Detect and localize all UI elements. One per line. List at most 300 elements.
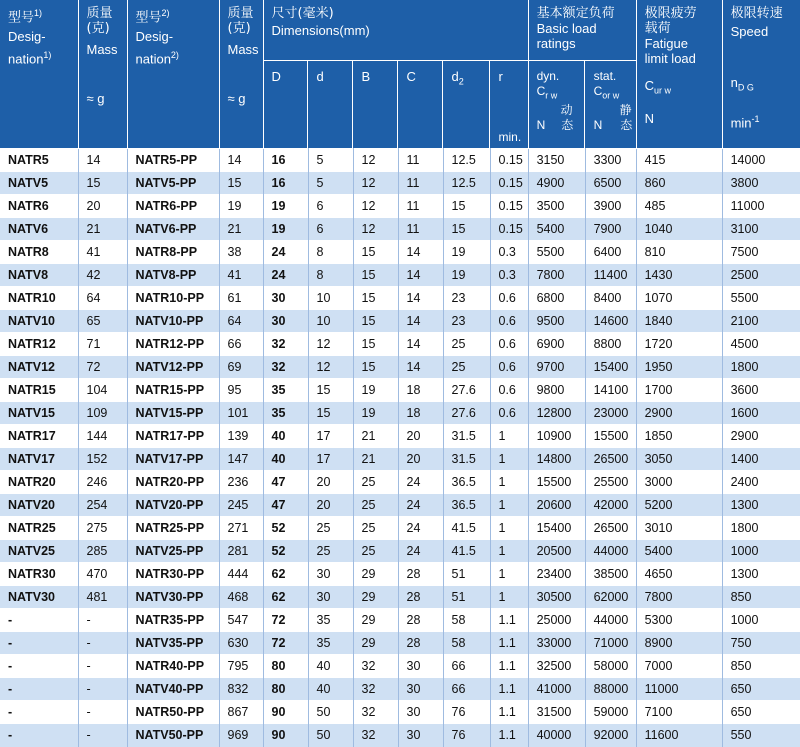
cell-dim-r: 0.3 [490,264,528,287]
header-model2-en2: nation [135,51,171,67]
cell-load-dyn: 31500 [528,701,585,724]
header-model2-cn: 型号 [135,10,162,26]
cell-mass-2: 69 [219,356,263,379]
cell-designation-1: NATR10 [0,287,78,310]
header-model1-en1: Desig- [8,29,46,45]
table-row [0,241,800,264]
cell-dim-D: 80 [263,655,308,678]
header-dim-d2 [444,61,490,149]
cell-dim-r: 0.15 [490,195,528,218]
cell-dim-C: 30 [398,724,443,747]
cell-load-dyn: 20600 [528,494,585,517]
table-row [0,149,800,172]
header-row [0,0,800,149]
cell-dim-d2: 27.6 [443,402,490,425]
cell-dim-C: 24 [398,517,443,540]
header-load-en2: ratings [536,36,576,51]
cell-fatigue-load: 485 [636,195,722,218]
cell-dim-C: 18 [398,402,443,425]
cell-dim-d: 10 [308,310,353,333]
cell-dim-C: 14 [398,333,443,356]
header-dim-B: B [354,61,398,149]
cell-mass-2: 547 [219,609,263,632]
cell-dim-d: 6 [308,218,353,241]
cell-mass-2: 14 [219,149,263,172]
cell-speed: 850 [722,655,800,678]
cell-mass-1: 144 [78,425,127,448]
cell-speed: 650 [722,701,800,724]
cell-dim-d: 30 [308,586,353,609]
cell-dim-D: 16 [263,149,308,172]
cell-dim-d2: 76 [443,701,490,724]
cell-dim-d: 5 [308,172,353,195]
cell-designation-2: NATR25-PP [127,517,219,540]
table-row [0,379,800,402]
cell-fatigue-load: 415 [636,149,722,172]
cell-load-dyn: 9500 [528,310,585,333]
cell-load-dyn: 7800 [528,264,585,287]
header-mass1-unit: ≈ g [86,91,105,106]
cell-dim-C: 11 [398,149,443,172]
cell-dim-C: 14 [398,264,443,287]
cell-dim-r: 0.15 [490,218,528,241]
cell-mass-2: 147 [219,448,263,471]
cell-dim-d: 25 [308,540,353,563]
cell-mass-2: 867 [219,701,263,724]
cell-mass-2: 64 [219,310,263,333]
cell-dim-C: 11 [398,195,443,218]
table-row [0,218,800,241]
cell-dim-r: 0.6 [490,356,528,379]
cell-mass-1: 64 [78,287,127,310]
cell-load-dyn: 10900 [528,425,585,448]
header-mass2-en: Mass [227,42,259,57]
cell-speed: 4500 [722,333,800,356]
cell-dim-C: 30 [398,701,443,724]
cell-designation-1: - [0,609,78,632]
cell-load-dyn: 3500 [528,195,585,218]
cell-speed: 2900 [722,425,800,448]
cell-dim-B: 32 [353,655,398,678]
cell-designation-1: - [0,724,78,747]
cell-mass-2: 41 [219,264,263,287]
header-mass1-cn: 质量 [86,6,113,21]
cell-speed: 1300 [722,494,800,517]
cell-load-dyn: 25000 [528,609,585,632]
cell-designation-1: NATV8 [0,264,78,287]
cell-dim-C: 30 [398,655,443,678]
cell-designation-2: NATV40-PP [127,678,219,701]
cell-dim-B: 12 [353,149,398,172]
cell-dim-r: 1 [490,563,528,586]
cell-load-dyn: 3150 [528,149,585,172]
load-subheader [529,60,636,149]
header-stat-cn: 静 [619,103,632,118]
cell-load-stat: 42000 [585,494,636,517]
cell-designation-2: NATV10-PP [127,310,219,333]
cell-dim-D: 52 [263,517,308,540]
cell-mass-1: - [78,609,127,632]
cell-dim-d2: 36.5 [443,471,490,494]
cell-speed: 3600 [722,379,800,402]
header-mass-2 [219,0,263,149]
cell-dim-B: 29 [353,609,398,632]
cell-fatigue-load: 8900 [636,632,722,655]
cell-speed: 7500 [722,241,800,264]
cell-designation-1: - [0,678,78,701]
cell-dim-C: 30 [398,678,443,701]
cell-dim-d: 40 [308,655,353,678]
cell-dim-d2: 25 [443,356,490,379]
header-dim-d2-sub: 2 [458,76,464,87]
cell-designation-1: NATR12 [0,333,78,356]
cell-designation-2: NATV12-PP [127,356,219,379]
cell-mass-1: 104 [78,379,127,402]
cell-dim-r: 0.15 [490,149,528,172]
header-dyn-sym: C [536,84,546,98]
cell-load-stat: 7900 [585,218,636,241]
cell-dim-r: 0.6 [490,379,528,402]
cell-speed: 1800 [722,356,800,379]
cell-dim-d2: 12.5 [443,149,490,172]
cell-designation-2: NATR15-PP [127,379,219,402]
header-stat-cn2: 态 [620,118,633,133]
cell-mass-2: 795 [219,655,263,678]
cell-dim-d2: 51 [443,586,490,609]
cell-load-stat: 44000 [585,609,636,632]
cell-speed: 1800 [722,517,800,540]
cell-dim-d: 17 [308,448,353,471]
cell-load-dyn: 15500 [528,471,585,494]
cell-designation-1: NATR5 [0,149,78,172]
cell-mass-2: 15 [219,172,263,195]
cell-designation-2: NATR12-PP [127,333,219,356]
cell-dim-d2: 58 [443,609,490,632]
table-row [0,517,800,540]
header-dims-en: Dimensions(mm) [271,23,370,38]
cell-designation-2: NATR30-PP [127,563,219,586]
cell-designation-1: NATV30 [0,586,78,609]
cell-dim-D: 19 [263,218,308,241]
cell-mass-1: 109 [78,402,127,425]
cell-dim-d2: 51 [443,563,490,586]
cell-designation-2: NATV8-PP [127,264,219,287]
header-fatigue [636,0,722,149]
cell-dim-d: 50 [308,724,353,747]
cell-dim-C: 14 [398,287,443,310]
cell-mass-2: 832 [219,678,263,701]
header-dim-r-min: min. [498,130,522,144]
cell-designation-2: NATV17-PP [127,448,219,471]
cell-fatigue-load: 810 [636,241,722,264]
cell-speed: 550 [722,724,800,747]
cell-dim-D: 52 [263,540,308,563]
cell-load-dyn: 6900 [528,333,585,356]
cell-dim-d: 35 [308,609,353,632]
cell-mass-1: - [78,724,127,747]
cell-mass-2: 271 [219,517,263,540]
cell-fatigue-load: 2900 [636,402,722,425]
cell-mass-1: 72 [78,356,127,379]
cell-dim-D: 30 [263,310,308,333]
header-stat-unit: N [593,118,603,133]
header-speed-unitsup: -1 [751,113,760,124]
cell-load-stat: 6400 [585,241,636,264]
cell-dim-B: 25 [353,494,398,517]
cell-dim-B: 25 [353,540,398,563]
cell-speed: 3800 [722,172,800,195]
cell-load-dyn: 32500 [528,655,585,678]
cell-mass-1: 41 [78,241,127,264]
cell-dim-d: 20 [308,471,353,494]
cell-mass-1: 275 [78,517,127,540]
header-designation-2 [127,0,219,149]
cell-dim-d2: 31.5 [443,448,490,471]
header-fatigue-en1: Fatigue [644,36,688,51]
cell-fatigue-load: 1840 [636,310,722,333]
table-row [0,333,800,356]
header-dyn-unit: N [536,118,546,133]
cell-designation-2: NATR40-PP [127,655,219,678]
cell-dim-d2: 31.5 [443,425,490,448]
table-row [0,586,800,609]
cell-dim-r: 1 [490,517,528,540]
cell-dim-D: 40 [263,448,308,471]
table-row [0,632,800,655]
cell-designation-2: NATR10-PP [127,287,219,310]
table-row [0,701,800,724]
cell-mass-1: - [78,701,127,724]
cell-mass-2: 969 [219,724,263,747]
cell-dim-r: 1.1 [490,678,528,701]
cell-mass-1: 15 [78,172,127,195]
cell-load-stat: 26500 [585,448,636,471]
cell-fatigue-load: 1040 [636,218,722,241]
cell-dim-d: 8 [308,241,353,264]
table-row [0,287,800,310]
cell-mass-1: 254 [78,494,127,517]
table-row [0,678,800,701]
table-row [0,310,800,333]
cell-designation-1: NATV10 [0,310,78,333]
cell-dim-B: 15 [353,333,398,356]
cell-dim-D: 72 [263,609,308,632]
cell-dim-D: 72 [263,632,308,655]
cell-load-stat: 62000 [585,586,636,609]
cell-dim-d2: 23 [443,310,490,333]
cell-speed: 14000 [722,149,800,172]
cell-dim-C: 11 [398,172,443,195]
cell-dim-B: 29 [353,586,398,609]
cell-dim-d2: 15 [443,218,490,241]
cell-dim-C: 14 [398,241,443,264]
cell-dim-C: 11 [398,218,443,241]
cell-designation-1: NATR30 [0,563,78,586]
cell-designation-1: NATV5 [0,172,78,195]
cell-load-stat: 6500 [585,172,636,195]
cell-dim-C: 20 [398,448,443,471]
cell-dim-C: 14 [398,310,443,333]
cell-dim-C: 24 [398,494,443,517]
cell-designation-1: - [0,655,78,678]
cell-dim-B: 29 [353,563,398,586]
cell-load-stat: 25500 [585,471,636,494]
cell-mass-2: 95 [219,379,263,402]
cell-mass-2: 101 [219,402,263,425]
cell-speed: 750 [722,632,800,655]
cell-designation-1: NATV15 [0,402,78,425]
dimensions-subheader [264,60,528,149]
cell-dim-r: 1.1 [490,724,528,747]
table-row [0,448,800,471]
cell-mass-1: - [78,678,127,701]
header-mass1-en: Mass [86,42,118,57]
header-model1-sup: 1) [34,8,43,18]
cell-dim-r: 1 [490,425,528,448]
cell-dim-d2: 27.6 [443,379,490,402]
header-stat [586,61,636,149]
cell-dim-D: 16 [263,172,308,195]
header-load-ratings [528,0,636,149]
cell-mass-1: 71 [78,333,127,356]
header-dyn [529,61,585,149]
header-mass-1 [78,0,127,149]
cell-dim-d2: 15 [443,195,490,218]
header-dim-D: D [264,61,308,149]
header-model1-en2: nation [8,51,44,67]
cell-load-stat: 59000 [585,701,636,724]
header-model2-sup: 2) [161,8,170,18]
cell-designation-2: NATV25-PP [127,540,219,563]
cell-dim-d2: 19 [443,264,490,287]
cell-mass-1: 21 [78,218,127,241]
cell-mass-2: 19 [219,195,263,218]
cell-dim-d2: 25 [443,333,490,356]
cell-dim-d: 15 [308,402,353,425]
header-stat-sub: or w [602,90,620,101]
cell-dim-d2: 58 [443,632,490,655]
table-row [0,264,800,287]
header-mass2-cn: 质量 [227,6,254,21]
cell-dim-d: 15 [308,379,353,402]
cell-dim-D: 80 [263,678,308,701]
cell-designation-2: NATV50-PP [127,724,219,747]
cell-dim-d: 50 [308,701,353,724]
table-row [0,494,800,517]
header-model2-en1: Desig- [135,29,174,45]
cell-designation-2: NATV30-PP [127,586,219,609]
cell-dim-r: 0.3 [490,241,528,264]
cell-dim-D: 32 [263,333,308,356]
cell-dim-d: 40 [308,678,353,701]
cell-load-dyn: 40000 [528,724,585,747]
cell-dim-d2: 41.5 [443,540,490,563]
cell-speed: 850 [722,586,800,609]
cell-dim-r: 1.1 [490,701,528,724]
cell-dim-d2: 66 [443,678,490,701]
cell-speed: 1000 [722,540,800,563]
cell-dim-r: 0.15 [490,172,528,195]
table-row [0,724,800,747]
cell-mass-1: 42 [78,264,127,287]
cell-dim-d2: 23 [443,287,490,310]
cell-fatigue-load: 1070 [636,287,722,310]
cell-dim-d2: 41.5 [443,517,490,540]
cell-fatigue-load: 3050 [636,448,722,471]
cell-dim-C: 20 [398,425,443,448]
cell-mass-1: 246 [78,471,127,494]
cell-mass-1: 65 [78,310,127,333]
header-speed-sub: D G [737,82,754,93]
cell-load-dyn: 23400 [528,563,585,586]
cell-load-dyn: 41000 [528,678,585,701]
cell-designation-2: NATR50-PP [127,701,219,724]
cell-dim-r: 1 [490,540,528,563]
cell-dim-r: 1.1 [490,655,528,678]
cell-designation-1: NATR20 [0,471,78,494]
cell-dim-B: 12 [353,218,398,241]
cell-mass-1: 470 [78,563,127,586]
cell-speed: 650 [722,678,800,701]
cell-dim-C: 14 [398,356,443,379]
cell-fatigue-load: 5200 [636,494,722,517]
cell-designation-1: NATV17 [0,448,78,471]
cell-fatigue-load: 4650 [636,563,722,586]
cell-fatigue-load: 5300 [636,609,722,632]
cell-dim-B: 15 [353,310,398,333]
cell-designation-1: NATR15 [0,379,78,402]
cell-fatigue-load: 860 [636,172,722,195]
header-dyn-cn: 动 [560,103,573,118]
cell-dim-d: 35 [308,632,353,655]
cell-dim-B: 32 [353,678,398,701]
cell-fatigue-load: 1950 [636,356,722,379]
cell-dim-d2: 19 [443,241,490,264]
cell-load-dyn: 12800 [528,402,585,425]
cell-dim-r: 1 [490,494,528,517]
table-row [0,356,800,379]
table-row [0,540,800,563]
cell-dim-C: 28 [398,632,443,655]
cell-fatigue-load: 1850 [636,425,722,448]
header-dim-d: d [309,61,353,149]
cell-mass-2: 236 [219,471,263,494]
cell-dim-B: 19 [353,402,398,425]
cell-load-stat: 23000 [585,402,636,425]
cell-dim-B: 32 [353,724,398,747]
cell-dim-B: 15 [353,287,398,310]
cell-dim-D: 35 [263,402,308,425]
cell-mass-2: 66 [219,333,263,356]
cell-mass-2: 444 [219,563,263,586]
header-stat-sym: C [593,84,603,98]
cell-load-dyn: 9700 [528,356,585,379]
cell-load-stat: 26500 [585,517,636,540]
header-fatigue-sym: C [644,78,654,93]
cell-designation-2: NATV20-PP [127,494,219,517]
cell-mass-1: 481 [78,586,127,609]
cell-dim-D: 30 [263,287,308,310]
header-mass2-unit-cn: (克) [227,21,251,36]
cell-dim-B: 25 [353,471,398,494]
cell-dim-B: 21 [353,425,398,448]
cell-dim-B: 15 [353,264,398,287]
cell-dim-D: 32 [263,356,308,379]
cell-designation-2: NATV15-PP [127,402,219,425]
table-body [0,149,800,747]
cell-dim-d: 20 [308,494,353,517]
cell-dim-r: 1 [490,448,528,471]
